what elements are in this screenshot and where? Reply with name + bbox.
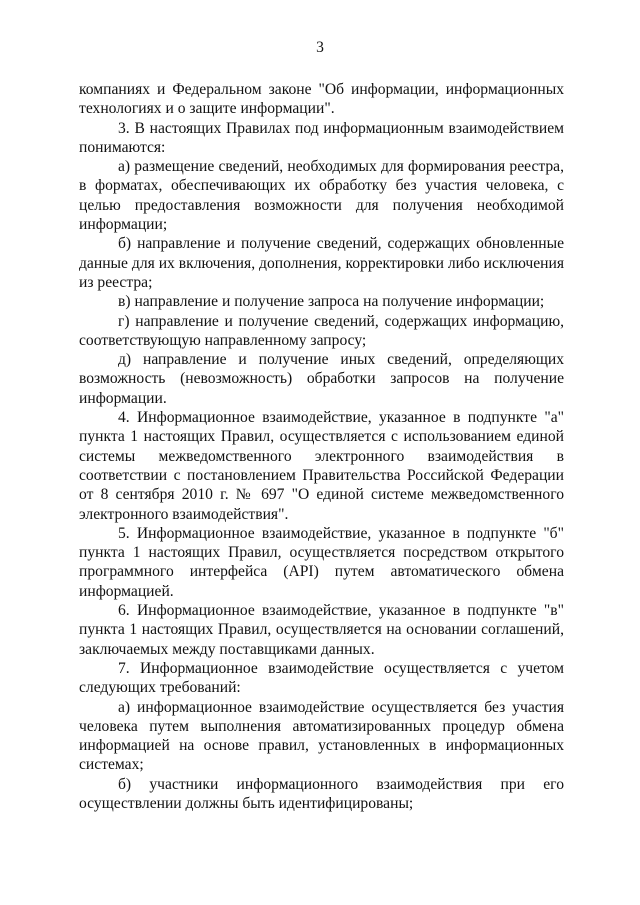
paragraph-subitem-a: а) размещение сведений, необходимых для формирования реестра, в форматах, обеспечивающих их обработку без участия человека, с целью предоставления возможности для получения необходимой информации; <box>79 158 564 234</box>
paragraph-item-6: 6. Информационное взаимодействие, указанное в подпункте "в" пункта 1 настоящих Правил, осуществляется на основании соглашений, заключаемых между поставщиками данных. <box>79 602 564 658</box>
paragraph-item-3: 3. В настоящих Правилах под информационным взаимодействием понимаются: <box>79 119 564 156</box>
paragraph-continuation: компаниях и Федеральном законе "Об информации, информационных технологиях и о защите информации". <box>79 81 564 118</box>
paragraph-item-7-subitem-b: б) участники информационного взаимодействия при его осуществлении должны быть идентифицированы; <box>79 775 564 812</box>
document-body <box>79 80 564 813</box>
paragraph-subitem-b: б) направление и получение сведений, содержащих обновленные данные для их включения, дополнения, корректировки либо исключения из реестра; <box>79 235 564 291</box>
paragraph-item-7: 7. Информационное взаимодействие осуществляется с учетом следующих требований: <box>79 659 564 697</box>
page-number: 3 <box>316 39 324 56</box>
paragraph-subitem-g: г) направление и получение сведений, содержащих информацию, соответствующую направленному запросу; <box>79 312 564 349</box>
paragraph-item-5: 5. Информационное взаимодействие, указанное в подпункте "б" пункта 1 настоящих Правил, осуществляется посредством открытого программного интерфейса (API) путем автоматического обмена информацией. <box>79 524 564 600</box>
paragraph-subitem-v: в) направление и получение запроса на получение информации; <box>118 293 545 311</box>
paragraph-item-4: 4. Информационное взаимодействие, указанное в подпункте "а" пункта 1 настоящих Правил, осуществляется с использованием единой системы межведомственного электронного взаимодействия в соответствии с постановлением Правительства Российской Федерации от 8 сентября 2010 г. № 697 "О единой системе межведомственного электронного взаимодействия". <box>79 409 564 523</box>
paragraph-subitem-d: д) направление и получение иных сведений, определяющих возможность (невозможность) обработки запросов на получение информации. <box>79 351 564 407</box>
paragraph-item-7-subitem-a: а) информационное взаимодействие осуществляется без участия человека путем выполнения автоматизированных процедур обмена информацией на основе правил, установленных в информационных системах; <box>79 698 564 774</box>
